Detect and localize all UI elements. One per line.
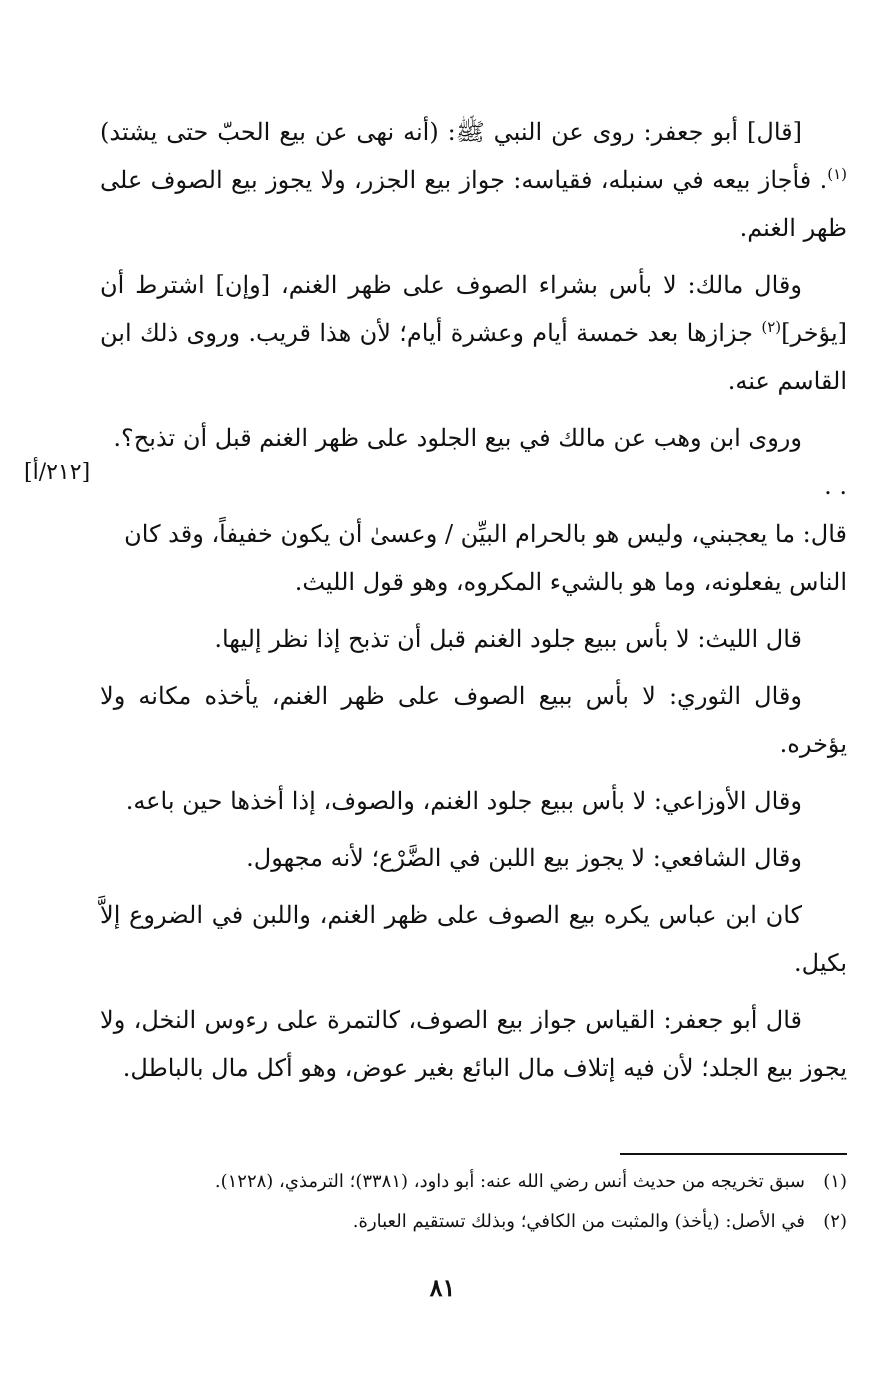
paragraph-abu-jafar-analogy: قال أبو جعفر: القياس جواز بيع الصوف، كالتمرة على رءوس النخل، ولا يجوز بيع الجلد؛ لأن فيه إتلاف مال البائع بغير عوض، وهو أكل مال بالباطل.: [100, 1006, 847, 1082]
footnote-item: [100, 1162, 847, 1202]
paragraph-thawri: وقال الثوري: لا بأس ببيع الصوف على ظهر الغنم، يأخذه مكانه ولا يؤخره.: [100, 682, 847, 758]
footnote-divider: [620, 1153, 847, 1155]
footnote-marker-2[interactable]: (٢): [761, 318, 782, 336]
paragraph-layth: قال الليث: لا بأس ببيع جلود الغنم قبل أن تذبح إذا نظر إليها.: [214, 625, 802, 653]
paragraph-ibn-abbas: كان ابن عباس يكره بيع الصوف على ظهر الغنم، واللبن في الضروع إلاَّ بكيل.: [100, 901, 847, 977]
main-text: [100, 108, 847, 1101]
footnote-item: [100, 1202, 847, 1242]
text-line: قال: ما يعجبني، وليس هو بالحرام البيِّن / وعسىٰ أن يكون خفيفاً، وقد كان: [124, 520, 847, 548]
manuscript-folio-reference: [٢١٢/أ]: [24, 460, 91, 485]
paragraph-shafii: وقال الشافعي: لا يجوز بيع اللبن في الضَّرْع؛ لأنه مجهول.: [246, 844, 802, 872]
paragraph-abu-jafar-grain: [قال] أبو جعفر: روى عن النبي ﷺ: (أنه نهى عن بيع الحبّ حتى يشتد)$^{(١)}$. فأجاز بيعه في سنبله، فقياسه: جواز بيع الجزر، ولا يجوز بيع الصوف على ظهر الغنم.: [100, 118, 848, 242]
footnote-marker-1[interactable]: (١): [827, 165, 848, 183]
text-line: وروى ابن وهب عن مالك في بيع الجلود على ظهر الغنم قبل أن تذبح؟. . .: [113, 424, 847, 500]
page-number: ٨١: [429, 1273, 456, 1302]
footnote-text: سبق تخريجه من حديث أنس رضي الله عنه: أبو داود، (٣٣٨١)؛ الترمذي، (١٢٢٨).: [214, 1171, 805, 1192]
paragraph-awzai: وقال الأوزاعي: لا بأس ببيع جلود الغنم، والصوف، إذا أخذها حين باعه.: [125, 787, 802, 815]
footnote-number: (١): [823, 1171, 847, 1192]
text-line: الناس يفعلونه، وما هو بالشيء المكروه، وهو قول الليث.: [294, 568, 847, 596]
paragraph-malik-wool: وقال مالك: لا بأس بشراء الصوف على ظهر الغنم، [وإن] اشترط أن [يؤخر]$^{(٢)}$ جزازها بعد خمسة أيام وعشرة أيام؛ لأن هذا قريب. وروى ذلك ابن القاسم عنه.: [100, 271, 847, 395]
paragraph-ibn-wahb-hides: [100, 414, 847, 606]
footnote-text: في الأصل: (يأخذ) والمثبت من الكافي؛ وبذلك تستقيم العبارة.: [352, 1211, 805, 1232]
footnotes: [100, 1162, 847, 1242]
footnote-number: (٢): [823, 1211, 847, 1232]
